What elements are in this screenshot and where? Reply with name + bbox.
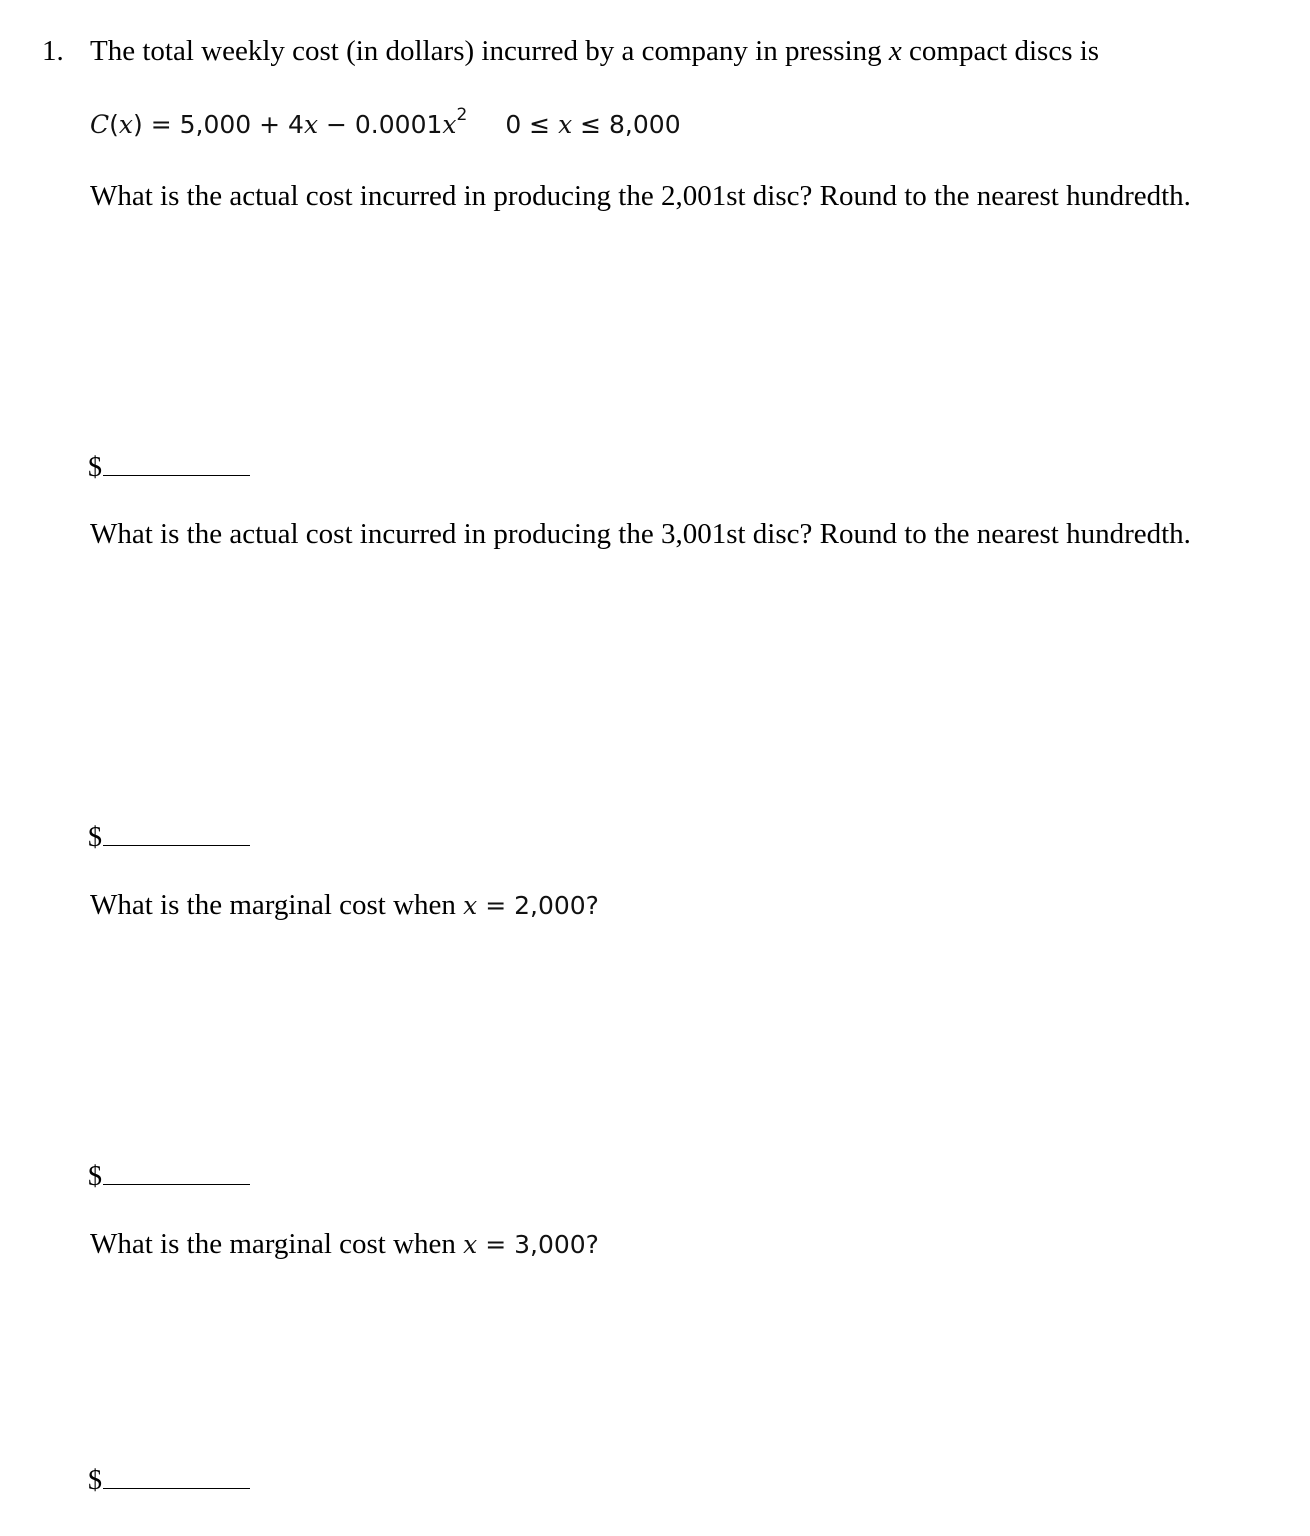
cost-function-formula bbox=[90, 104, 681, 142]
question-3-var: x bbox=[463, 891, 478, 920]
answer-blank-1[interactable] bbox=[88, 452, 250, 484]
question-3-value: = 2,000? bbox=[477, 891, 599, 920]
dollar-sign: $ bbox=[88, 822, 102, 853]
formula-lhs-var: x bbox=[118, 110, 134, 139]
question-3 bbox=[90, 888, 599, 923]
formula-linear-var: x bbox=[303, 110, 319, 139]
formula-quadratic-coef: − 0.0001 bbox=[318, 110, 443, 139]
domain-upper: ≤ 8,000 bbox=[572, 110, 681, 139]
answer-blank-4[interactable] bbox=[88, 1465, 250, 1497]
answer-line[interactable] bbox=[103, 844, 250, 846]
problem-number: 1. bbox=[42, 35, 64, 67]
formula-open-paren: ( bbox=[109, 110, 119, 139]
domain-var: x bbox=[558, 110, 573, 139]
answer-blank-3[interactable] bbox=[88, 1161, 250, 1193]
answer-line[interactable] bbox=[103, 474, 250, 476]
question-2: What is the actual cost incurred in producing the 3,001st disc? Round to the nearest hundredth. bbox=[90, 518, 1191, 550]
intro-text-after: compact discs is bbox=[901, 35, 1100, 67]
question-4-text: What is the marginal cost when bbox=[90, 1228, 464, 1260]
dollar-sign: $ bbox=[88, 1161, 102, 1192]
answer-blank-2[interactable] bbox=[88, 822, 250, 854]
formula-close-paren: ) bbox=[133, 110, 143, 139]
answer-line[interactable] bbox=[103, 1183, 250, 1185]
question-4-var: x bbox=[463, 1230, 478, 1259]
formula-exponent: 2 bbox=[456, 104, 468, 125]
question-3-text: What is the marginal cost when bbox=[90, 889, 464, 921]
dollar-sign: $ bbox=[88, 452, 102, 483]
answer-line[interactable] bbox=[103, 1487, 250, 1489]
formula-quadratic-var: x bbox=[442, 110, 457, 139]
intro-variable: x bbox=[888, 35, 902, 67]
dollar-sign: $ bbox=[88, 1465, 102, 1496]
formula-rhs-constant: = 5,000 + 4 bbox=[142, 110, 304, 139]
problem-intro bbox=[90, 34, 1099, 68]
formula-func: C bbox=[90, 110, 110, 139]
question-1: What is the actual cost incurred in producing the 2,001st disc? Round to the nearest hundredth. bbox=[90, 180, 1191, 212]
domain-lower: 0 ≤ bbox=[505, 110, 559, 139]
intro-text-before: The total weekly cost (in dollars) incurred by a company in pressing bbox=[90, 35, 889, 67]
question-4-value: = 3,000? bbox=[477, 1230, 599, 1259]
question-4 bbox=[90, 1227, 599, 1262]
